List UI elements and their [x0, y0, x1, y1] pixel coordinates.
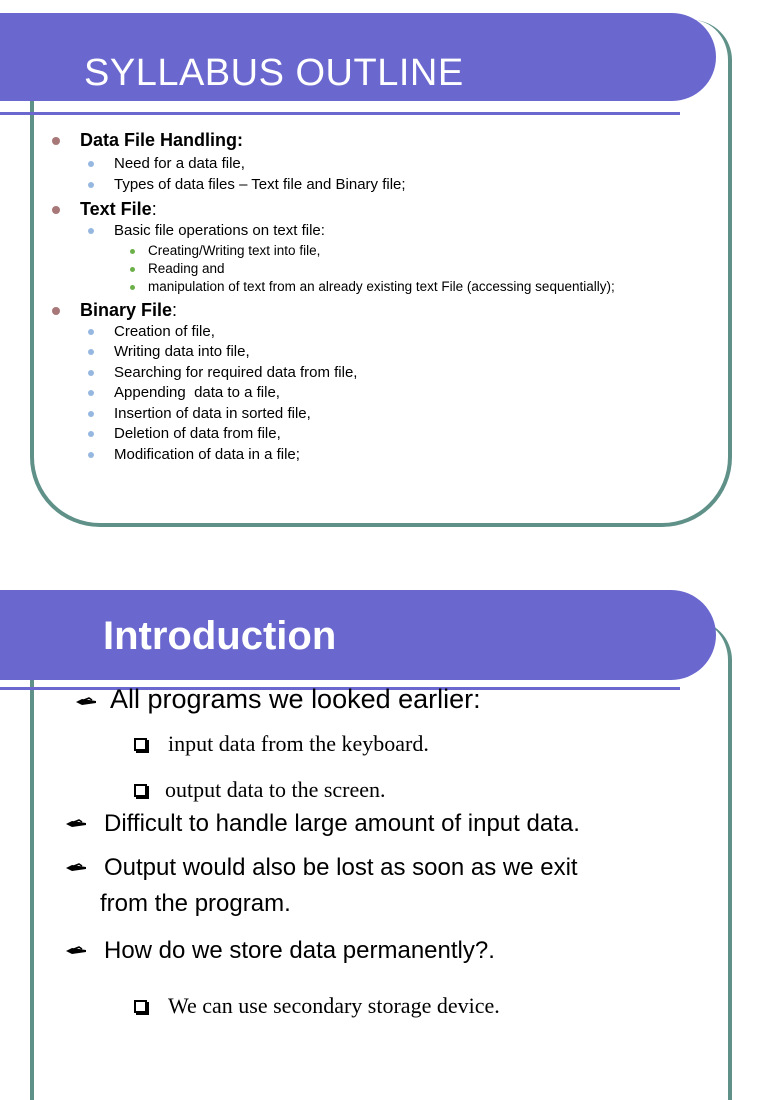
introduction-slide [0, 580, 768, 1024]
section-heading: Data File Handling: [50, 128, 730, 152]
intro-subpoint: We can use secondary storage device. [168, 993, 500, 1018]
sub-list-item: Reading and [148, 260, 730, 278]
slide-title: Introduction [103, 614, 337, 658]
sub-list-item: manipulation of text from an already existing text File (accessing sequentially); [148, 278, 730, 296]
intro-point: Output would also be lost as soon as we exit [104, 854, 578, 881]
slide-title: SYLLABUS OUTLINE [84, 52, 464, 94]
list-item: Searching for required data from file, [50, 363, 730, 384]
syllabus-list [50, 128, 730, 465]
list-item: Deletion of data from file, [50, 424, 730, 445]
syllabus-slide [0, 0, 768, 540]
pointing-hand-icon [66, 946, 88, 956]
checkbox-icon [134, 784, 147, 797]
list-item: Types of data files – Text file and Binary file; [50, 175, 730, 196]
list-item: Insertion of data in sorted file, [50, 404, 730, 425]
list-item: Appending data to a file, [50, 383, 730, 404]
sub-list-item: Creating/Writing text into file, [148, 242, 730, 260]
list-item: Creation of file, [50, 322, 730, 343]
list-item: Basic file operations on text file: [50, 221, 730, 242]
list-item: Writing data into file, [50, 342, 730, 363]
intro-point-continuation: from the program. [100, 890, 291, 917]
list-item: Need for a data file, [50, 154, 730, 175]
title-underline [0, 112, 680, 115]
section-heading: Text File: [50, 197, 730, 221]
pointing-hand-icon [66, 863, 88, 873]
intro-subpoint: output data to the screen. [165, 777, 386, 802]
intro-subpoint: input data from the keyboard. [168, 731, 429, 756]
intro-point: How do we store data permanently?. [104, 937, 495, 964]
checkbox-icon [134, 738, 147, 751]
pointing-hand-icon [66, 819, 88, 829]
intro-point: All programs we looked earlier: [110, 684, 481, 714]
list-item: Modification of data in a file; [50, 445, 730, 466]
pointing-hand-icon [76, 697, 98, 707]
section-heading: Binary File: [50, 298, 730, 322]
intro-point: Difficult to handle large amount of input data. [104, 810, 580, 837]
checkbox-icon [134, 1000, 147, 1013]
